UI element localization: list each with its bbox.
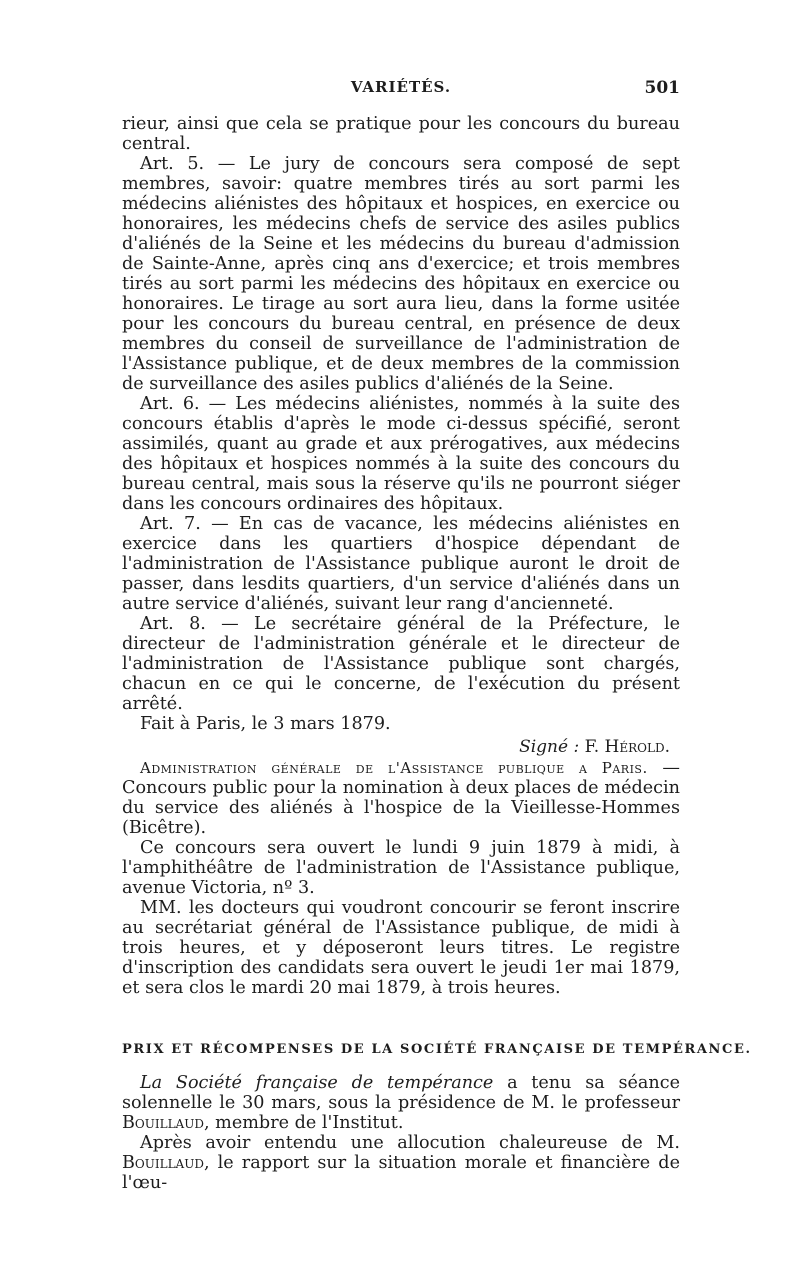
concours-opening: Ce concours sera ouvert le lundi 9 juin 1879 à midi, à l'amphithéâtre de l'administration de l'Assistance publique, avenue Victoria, nº 3. bbox=[122, 838, 680, 898]
article-7: Art. 7. — En cas de vacance, les médecins aliénistes en exercice dans les quartiers d'hospice dépendant de l'administration de l'Assistance publique auront le droit de passer, dans lesdits quartiers, d'un service d'aliénés dans un autre service d'aliénés, suivant leur rang d'ancienneté. bbox=[122, 514, 680, 614]
concours-inscription: MM. les docteurs qui voudront concourir se feront inscrire au secrétariat général de l'Assistance publique, de midi à trois heures, et y déposeront leurs titres. Le registre d'inscription des candidats sera ouvert le jeudi 1er mai 1879, et sera clos le mardi 20 mai 1879, à trois heures. bbox=[122, 898, 680, 998]
section-heading-rest: — Concours public pour la nomination à deux places de médecin du service des aliénés à l'hospice de la Vieillesse-Hommes (Bicêtre). bbox=[122, 758, 680, 838]
paragraph-continuation: rieur, ainsi que cela se pratique pour les concours du bureau central. bbox=[122, 114, 680, 154]
temperance-p2-end: , le rapport sur la situation morale et financière de l'œu- bbox=[122, 1153, 680, 1193]
section-heading-temperance: PRIX ET RÉCOMPENSES DE LA SOCIÉTÉ FRANÇAISE DE TEMPÉRANCE. bbox=[122, 1042, 752, 1057]
section-assistance bbox=[122, 758, 680, 998]
person-name-2: Bouillaud bbox=[122, 1153, 204, 1173]
article-8: Art. 8. — Le secrétaire général de la Préfecture, le directeur de l'administration générale et le directeur de l'administration de l'Assistance publique sont chargés, chacun en ce qui le concerne, de l'exécution du présent arrêté. bbox=[122, 614, 680, 714]
date-line: Fait à Paris, le 3 mars 1879. bbox=[140, 714, 391, 734]
document-page bbox=[122, 78, 752, 1193]
temperance-paragraph-1 bbox=[122, 1073, 680, 1133]
society-name: La Société française de tempérance bbox=[140, 1073, 494, 1093]
page-header bbox=[122, 78, 680, 114]
temperance-p1-text: a tenu sa séance solennelle le 30 mars, sous la présidence de M. le professeur bbox=[122, 1073, 680, 1113]
person-name: Bouillaud bbox=[122, 1113, 204, 1133]
section-temperance bbox=[122, 1073, 680, 1193]
signature bbox=[122, 736, 670, 758]
page-number: 501 bbox=[644, 78, 680, 98]
section-heading-caps: Administration générale de l'Assistance publique a Paris. bbox=[140, 759, 648, 777]
running-title: VARIÉTÉS. bbox=[350, 78, 452, 96]
temperance-paragraph-2 bbox=[122, 1133, 680, 1193]
decree-text bbox=[122, 114, 680, 734]
article-5: Art. 5. — Le jury de concours sera composé de sept membres, savoir: quatre membres tirés au sort parmi les médecins aliénistes des hôpitaux et hospices, en exercice ou honoraires, les médecins chefs de service des asiles publics d'aliénés de la Seine et les médecins du bureau d'admission de Sainte-Anne, après cinq ans d'exercice; et trois membres tirés au sort parmi les médecins des hôpitaux en exercice ou honoraires. Le tirage au sort aura lieu, dans la forme usitée pour les concours du bureau central, en présence de deux membres du conseil de surveillance de l'administration de l'Assistance publique, et de deux membres de la commission de surveillance des asiles publics d'aliénés de la Seine. bbox=[122, 154, 680, 394]
temperance-p2-start: Après avoir entendu une allocution chaleureuse de M. bbox=[140, 1133, 680, 1153]
signature-name: F. Hérold. bbox=[584, 737, 670, 757]
signature-label: Signé : bbox=[519, 737, 580, 757]
section-heading-assistance bbox=[122, 758, 680, 838]
article-6: Art. 6. — Les médecins aliénistes, nommés à la suite des concours établis d'après le mode ci-dessus spécifié, seront assimilés, quant au grade et aux prérogatives, aux médecins des hôpitaux et hospices nommés à la suite des concours du bureau central, mais sous la réserve qu'ils ne pourront siéger dans les concours ordinaires des hôpitaux. bbox=[122, 394, 680, 514]
temperance-p1-end: , membre de l'Institut. bbox=[203, 1113, 404, 1133]
